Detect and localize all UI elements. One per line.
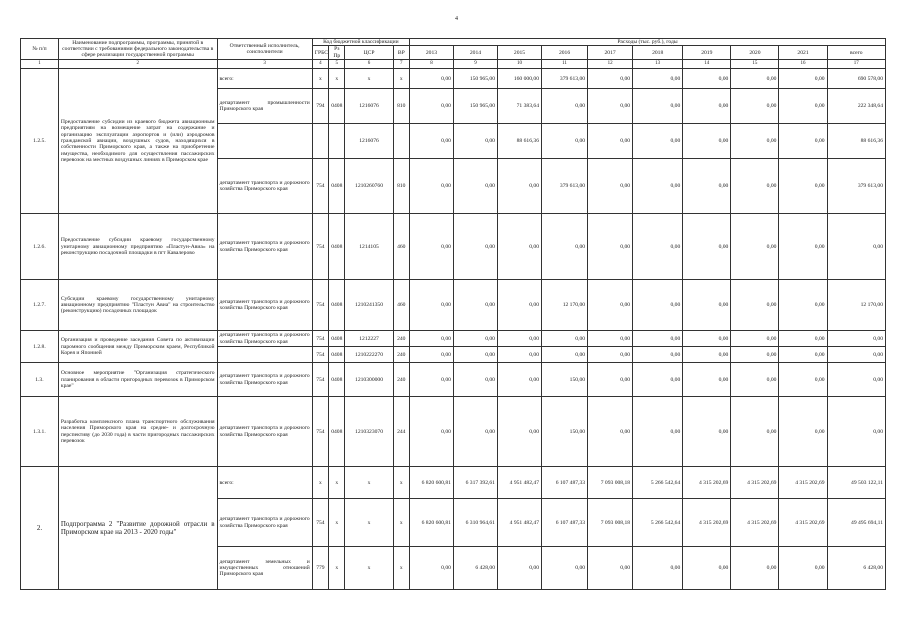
- year-value-cell: 0,00: [409, 331, 453, 347]
- year-value-cell: 0,00: [731, 363, 779, 397]
- year-value-cell: 0,00: [683, 159, 731, 214]
- year-value-cell: 71 383,64: [497, 89, 541, 124]
- year-value-cell: 4 315 202,69: [779, 467, 827, 499]
- year-value-cell: 4 315 202,69: [779, 499, 827, 547]
- year-value-cell: 0,00: [588, 159, 633, 214]
- table-row: [21, 280, 886, 331]
- csr-cell: 1210260760: [345, 159, 393, 214]
- total-cell: 0,00: [827, 347, 885, 363]
- total-cell: 0,00: [827, 331, 885, 347]
- csr-cell: 1210222270: [345, 347, 393, 363]
- year-value-cell: 6 317 392,61: [453, 467, 497, 499]
- year-value-cell: 0,00: [731, 124, 779, 159]
- year-value-cell: 0,00: [409, 397, 453, 467]
- year-value-cell: 0,00: [779, 69, 827, 89]
- year-value-cell: 0,00: [731, 397, 779, 467]
- vr-cell: 240: [393, 347, 409, 363]
- year-value-cell: 0,00: [588, 89, 633, 124]
- total-cell: 0,00: [827, 363, 885, 397]
- year-value-cell: 0,00: [633, 397, 683, 467]
- header-total: всего: [827, 46, 885, 60]
- vr-cell: 810: [393, 89, 409, 124]
- year-value-cell: 0,00: [497, 331, 541, 347]
- column-number: 1: [21, 60, 59, 69]
- year-value-cell: 0,00: [588, 214, 633, 280]
- row-number: 1.2.7.: [21, 280, 59, 331]
- year-value-cell: 0,00: [453, 347, 497, 363]
- year-value-cell: 88 616,36: [497, 124, 541, 159]
- year-value-cell: 0,00: [409, 363, 453, 397]
- grbs-cell: 754: [312, 331, 328, 347]
- year-value-cell: 0,00: [409, 214, 453, 280]
- rzpr-cell: x: [329, 69, 345, 89]
- header-year: 2019: [683, 46, 731, 60]
- csr-cell: x: [345, 547, 393, 590]
- executor-cell: департамент земельных и имущественных отношений Приморского края: [217, 547, 312, 590]
- vr-cell: x: [393, 69, 409, 89]
- year-value-cell: 12 170,00: [542, 280, 588, 331]
- csr-cell: x: [345, 467, 393, 499]
- column-number: 17: [827, 60, 885, 69]
- column-number: 7: [393, 60, 409, 69]
- year-value-cell: 0,00: [779, 89, 827, 124]
- csr-cell: 1212227: [345, 331, 393, 347]
- year-value-cell: 0,00: [453, 159, 497, 214]
- column-number: 9: [453, 60, 497, 69]
- year-value-cell: 379 613,00: [542, 69, 588, 89]
- column-number: 12: [588, 60, 633, 69]
- csr-cell: 1210241350: [345, 280, 393, 331]
- page-number: 4: [455, 16, 458, 22]
- year-value-cell: 0,00: [633, 214, 683, 280]
- grbs-cell: 754: [312, 363, 328, 397]
- row-name: Разработка комплексного плана транспортного обслуживания населения Приморского края на средне- и долгосрочную перспективу (до 2030 года) в части пригородных пассажирских перевозок: [58, 397, 217, 467]
- column-number: 11: [542, 60, 588, 69]
- row-name: Предоставление субсидии краевому государственному унитарному авиационному предприятию «Пластун-Авиа» на реконструкцию посадочной площадки в пгт Кавалерово: [58, 214, 217, 280]
- year-value-cell: 0,00: [683, 347, 731, 363]
- total-cell: 222 348,64: [827, 89, 885, 124]
- grbs-cell: 754: [312, 159, 328, 214]
- year-value-cell: 160 000,00: [497, 69, 541, 89]
- year-value-cell: 0,00: [497, 159, 541, 214]
- rzpr-cell: 0408: [329, 214, 345, 280]
- year-value-cell: 0,00: [633, 69, 683, 89]
- budget-table: [20, 38, 886, 590]
- column-number: 2: [58, 60, 217, 69]
- year-value-cell: 0,00: [731, 331, 779, 347]
- rzpr-cell: 0408: [329, 331, 345, 347]
- executor-cell: департамент транспорта и дорожного хозяйства Приморского края: [217, 499, 312, 547]
- vr-cell: [393, 124, 409, 159]
- year-value-cell: 0,00: [497, 397, 541, 467]
- year-value-cell: 0,00: [731, 214, 779, 280]
- year-value-cell: 0,00: [409, 347, 453, 363]
- table-body: [21, 39, 886, 590]
- vr-cell: x: [393, 467, 409, 499]
- year-value-cell: 0,00: [453, 331, 497, 347]
- total-cell: 690 578,00: [827, 69, 885, 89]
- year-value-cell: 150,00: [542, 363, 588, 397]
- total-cell: 88 616,36: [827, 124, 885, 159]
- header-executor: Ответственный исполнитель, соисполнители: [217, 39, 312, 60]
- vr-cell: 460: [393, 214, 409, 280]
- year-value-cell: 0,00: [497, 214, 541, 280]
- rzpr-cell: 0408: [329, 397, 345, 467]
- table-row: [21, 69, 886, 89]
- vr-cell: x: [393, 547, 409, 590]
- column-number: 10: [497, 60, 541, 69]
- year-value-cell: 0,00: [731, 280, 779, 331]
- row-number: 2.: [21, 467, 59, 590]
- column-number: 5: [329, 60, 345, 69]
- year-value-cell: 0,00: [409, 547, 453, 590]
- year-value-cell: 0,00: [731, 547, 779, 590]
- grbs-cell: x: [312, 467, 328, 499]
- year-value-cell: 0,00: [683, 280, 731, 331]
- year-value-cell: 0,00: [588, 363, 633, 397]
- executor-cell: всего:: [217, 69, 312, 89]
- rzpr-cell: x: [329, 499, 345, 547]
- year-value-cell: 0,00: [453, 124, 497, 159]
- year-value-cell: 150 965,00: [453, 89, 497, 124]
- year-value-cell: 0,00: [779, 280, 827, 331]
- year-value-cell: 0,00: [779, 214, 827, 280]
- year-value-cell: 0,00: [497, 363, 541, 397]
- grbs-cell: 754: [312, 499, 328, 547]
- vr-cell: 460: [393, 280, 409, 331]
- column-number: 14: [683, 60, 731, 69]
- row-number: 1.2.8.: [21, 331, 59, 363]
- row-number: 1.2.5.: [21, 69, 59, 214]
- header-kbk: Код бюджетной классификации: [312, 39, 409, 46]
- table-row: [21, 331, 886, 347]
- total-cell: 49 495 694,11: [827, 499, 885, 547]
- year-value-cell: 6 428,00: [453, 547, 497, 590]
- total-cell: 6 428,00: [827, 547, 885, 590]
- table-row: [21, 363, 886, 397]
- row-name: Субсидии краевому государственному унитарному авиационному предприятию "Пластун Авиа" на строительство (реконструкцию) посадочных площадок: [58, 280, 217, 331]
- column-number: 15: [731, 60, 779, 69]
- header-year: 2014: [453, 46, 497, 60]
- year-value-cell: 0,00: [633, 331, 683, 347]
- total-cell: 0,00: [827, 397, 885, 467]
- executor-cell: департамент промышленности Приморского края: [217, 89, 312, 124]
- year-value-cell: 6 107 487,33: [542, 467, 588, 499]
- year-value-cell: 0,00: [497, 280, 541, 331]
- header-rzpr: Рз Пр: [329, 46, 345, 60]
- header-no: № п/п: [21, 39, 59, 60]
- year-value-cell: 0,00: [633, 280, 683, 331]
- year-value-cell: 4 315 202,69: [683, 499, 731, 547]
- year-value-cell: 0,00: [542, 347, 588, 363]
- year-value-cell: 0,00: [633, 347, 683, 363]
- executor-cell: департамент транспорта и дорожного хозяйства Приморского края: [217, 159, 312, 214]
- year-value-cell: 0,00: [588, 69, 633, 89]
- executor-cell: департамент транспорта и дорожного хозяйства Приморского края: [217, 280, 312, 331]
- row-number: 1.2.6.: [21, 214, 59, 280]
- grbs-cell: 794: [312, 89, 328, 124]
- year-value-cell: 0,00: [779, 159, 827, 214]
- total-cell: 12 170,00: [827, 280, 885, 331]
- column-number-row: [21, 60, 886, 69]
- year-value-cell: 6 820 600,81: [409, 467, 453, 499]
- year-value-cell: 0,00: [731, 89, 779, 124]
- column-number: 3: [217, 60, 312, 69]
- executor-cell: [217, 347, 312, 363]
- rzpr-cell: 0408: [329, 347, 345, 363]
- rzpr-cell: 0408: [329, 89, 345, 124]
- csr-cell: 1216076: [345, 124, 393, 159]
- year-value-cell: 4 315 202,69: [683, 467, 731, 499]
- year-value-cell: 4 951 482,47: [497, 499, 541, 547]
- grbs-cell: 779: [312, 547, 328, 590]
- header-year: 2017: [588, 46, 633, 60]
- header-row-1: [21, 39, 886, 46]
- year-value-cell: 0,00: [683, 331, 731, 347]
- year-value-cell: 0,00: [633, 363, 683, 397]
- year-value-cell: 0,00: [633, 159, 683, 214]
- year-value-cell: 0,00: [453, 397, 497, 467]
- rzpr-cell: 0408: [329, 159, 345, 214]
- grbs-cell: 754: [312, 214, 328, 280]
- vr-cell: 244: [393, 397, 409, 467]
- year-value-cell: 0,00: [683, 363, 731, 397]
- year-value-cell: 379 613,00: [542, 159, 588, 214]
- year-value-cell: 0,00: [409, 69, 453, 89]
- column-number: 8: [409, 60, 453, 69]
- year-value-cell: 0,00: [409, 89, 453, 124]
- year-value-cell: 0,00: [633, 89, 683, 124]
- year-value-cell: 7 093 008,18: [588, 467, 633, 499]
- column-number: 6: [345, 60, 393, 69]
- row-name: Основное мероприятие "Организация стратегического планирования в области пригородных перевозок в Приморском крае": [58, 363, 217, 397]
- year-value-cell: 0,00: [542, 89, 588, 124]
- total-cell: 0,00: [827, 214, 885, 280]
- year-value-cell: 0,00: [779, 363, 827, 397]
- year-value-cell: 0,00: [588, 124, 633, 159]
- year-value-cell: 0,00: [409, 280, 453, 331]
- csr-cell: x: [345, 499, 393, 547]
- year-value-cell: 0,00: [497, 347, 541, 363]
- total-cell: 49 503 122,11: [827, 467, 885, 499]
- year-value-cell: 0,00: [683, 69, 731, 89]
- year-value-cell: 6 820 600,81: [409, 499, 453, 547]
- year-value-cell: 0,00: [409, 124, 453, 159]
- year-value-cell: 0,00: [497, 547, 541, 590]
- year-value-cell: 0,00: [542, 124, 588, 159]
- column-number: 13: [633, 60, 683, 69]
- column-number: 16: [779, 60, 827, 69]
- row-name: Организация и проведение заседания Совета по активизации паромного сообщения между Приморским краем, Республикой Корея и Японией: [58, 331, 217, 363]
- year-value-cell: 0,00: [453, 214, 497, 280]
- year-value-cell: 0,00: [683, 547, 731, 590]
- csr-cell: 1210323070: [345, 397, 393, 467]
- year-value-cell: 5 266 542,64: [633, 499, 683, 547]
- year-value-cell: 0,00: [542, 214, 588, 280]
- executor-cell: департамент транспорта и дорожного хозяйства Приморского края: [217, 331, 312, 347]
- executor-cell: департамент транспорта и дорожного хозяйства Приморского края: [217, 214, 312, 280]
- header-name: Наименование подпрограммы, программы, принятой в соответствии с требованиями федерального законодательства в сфере реализации государственной программы: [58, 39, 217, 60]
- year-value-cell: 0,00: [453, 280, 497, 331]
- year-value-cell: 6 107 487,33: [542, 499, 588, 547]
- year-value-cell: 0,00: [683, 214, 731, 280]
- executor-cell: всего:: [217, 467, 312, 499]
- rzpr-cell: x: [329, 467, 345, 499]
- grbs-cell: x: [312, 69, 328, 89]
- year-value-cell: 4 315 202,69: [731, 467, 779, 499]
- year-value-cell: 4 315 202,69: [731, 499, 779, 547]
- year-value-cell: 7 093 008,18: [588, 499, 633, 547]
- vr-cell: 810: [393, 159, 409, 214]
- year-value-cell: 0,00: [588, 547, 633, 590]
- column-number: 4: [312, 60, 328, 69]
- year-value-cell: 0,00: [588, 331, 633, 347]
- year-value-cell: 150 965,00: [453, 69, 497, 89]
- row-name: Предоставление субсидии из краевого бюджета авиационным предприятиям на возмещение затрат на содержание и организацию эксплуатации аэропортов и (или) аэродромов гражданской авиации, воздушных судов, находящихся в собственности Приморского края, а также на приобретение имущества, необходимого для осуществления пассажирских перевозок на местных воздушных линиях в Приморском крае: [58, 69, 217, 214]
- executor-cell: департамент транспорта и дорожного хозяйства Приморского края: [217, 363, 312, 397]
- year-value-cell: 0,00: [588, 280, 633, 331]
- rzpr-cell: [329, 124, 345, 159]
- header-year: 2015: [497, 46, 541, 60]
- table-row: [21, 397, 886, 467]
- vr-cell: 240: [393, 331, 409, 347]
- year-value-cell: 0,00: [542, 547, 588, 590]
- grbs-cell: 754: [312, 280, 328, 331]
- year-value-cell: 0,00: [633, 124, 683, 159]
- header-year: 2018: [633, 46, 683, 60]
- total-cell: 379 613,00: [827, 159, 885, 214]
- header-csr: ЦСР: [345, 46, 393, 60]
- year-value-cell: 0,00: [588, 397, 633, 467]
- header-year: 2020: [731, 46, 779, 60]
- year-value-cell: 0,00: [588, 347, 633, 363]
- rzpr-cell: x: [329, 547, 345, 590]
- rzpr-cell: 0408: [329, 363, 345, 397]
- year-value-cell: 0,00: [409, 159, 453, 214]
- csr-cell: 1216076: [345, 89, 393, 124]
- row-name: Подпрограмма 2 "Развитие дорожной отрасли в Приморском крае на 2013 - 2020 годы": [58, 467, 217, 590]
- executor-cell: департамент транспорта и дорожного хозяйства Приморского края: [217, 397, 312, 467]
- year-value-cell: 0,00: [683, 124, 731, 159]
- grbs-cell: [312, 124, 328, 159]
- year-value-cell: 0,00: [683, 397, 731, 467]
- header-year: 2016: [542, 46, 588, 60]
- year-value-cell: 4 951 482,47: [497, 467, 541, 499]
- year-value-cell: 0,00: [731, 159, 779, 214]
- table-row: [21, 214, 886, 280]
- executor-cell: [217, 124, 312, 159]
- header-vr: ВР: [393, 46, 409, 60]
- header-expenses: Расходы (тыс. руб.), годы: [409, 39, 885, 46]
- header-year: 2013: [409, 46, 453, 60]
- year-value-cell: 0,00: [542, 331, 588, 347]
- year-value-cell: 0,00: [779, 124, 827, 159]
- year-value-cell: 0,00: [779, 397, 827, 467]
- year-value-cell: 0,00: [683, 89, 731, 124]
- header-year: 2021: [779, 46, 827, 60]
- year-value-cell: 0,00: [731, 69, 779, 89]
- year-value-cell: 0,00: [453, 363, 497, 397]
- year-value-cell: 5 266 542,64: [633, 467, 683, 499]
- vr-cell: 240: [393, 363, 409, 397]
- year-value-cell: 0,00: [731, 347, 779, 363]
- grbs-cell: 754: [312, 347, 328, 363]
- rzpr-cell: 0408: [329, 280, 345, 331]
- year-value-cell: 150,00: [542, 397, 588, 467]
- year-value-cell: 0,00: [779, 331, 827, 347]
- csr-cell: 1210300000: [345, 363, 393, 397]
- year-value-cell: 6 310 964,61: [453, 499, 497, 547]
- csr-cell: x: [345, 69, 393, 89]
- header-grbs: ГРБС: [312, 46, 328, 60]
- table-row: [21, 467, 886, 499]
- row-number: 1.3.: [21, 363, 59, 397]
- row-number: 1.3.1.: [21, 397, 59, 467]
- vr-cell: x: [393, 499, 409, 547]
- year-value-cell: 0,00: [633, 547, 683, 590]
- grbs-cell: 754: [312, 397, 328, 467]
- csr-cell: 1214105: [345, 214, 393, 280]
- year-value-cell: 0,00: [779, 547, 827, 590]
- year-value-cell: 0,00: [779, 347, 827, 363]
